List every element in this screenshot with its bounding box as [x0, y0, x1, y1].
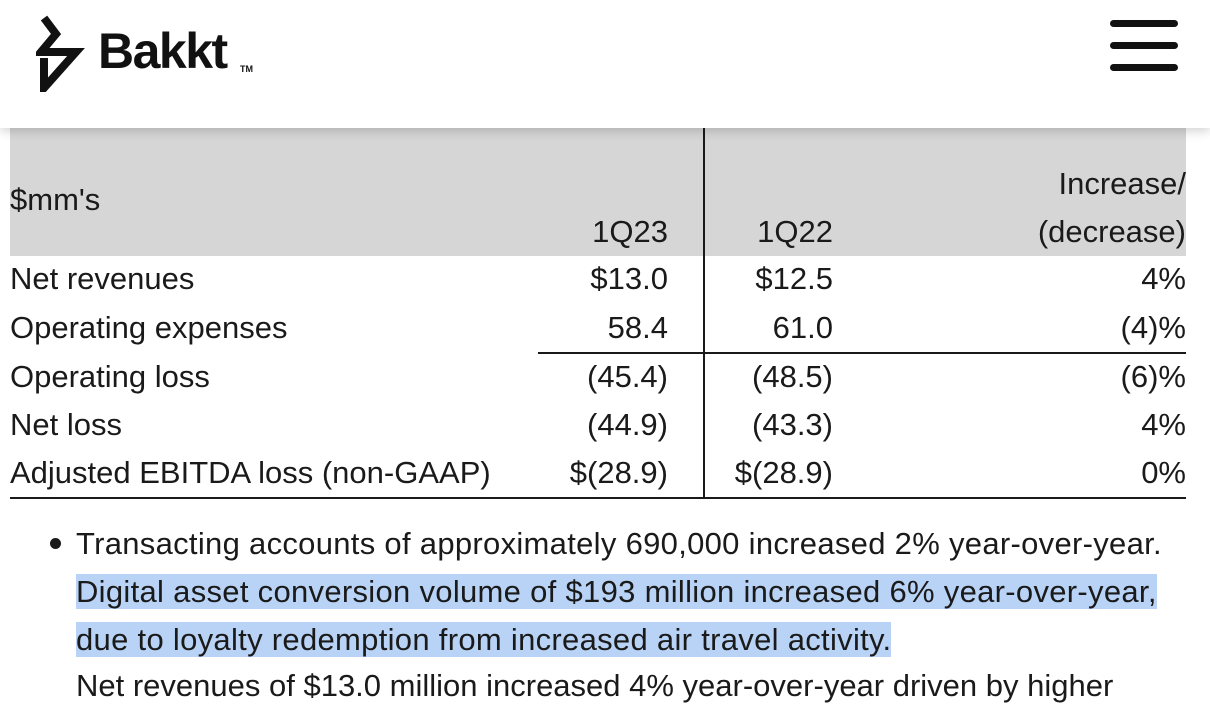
cell-1q22: $(28.9) [734, 455, 833, 490]
col-header-1q23: 1Q23 [592, 214, 668, 249]
bullet-text-plain: Transacting accounts of approximately 690,000 increased 2% year-over-year. [76, 526, 1162, 561]
brand-name[interactable]: Bakkt [98, 23, 227, 79]
cell-change: (4)% [1120, 310, 1186, 345]
bullet-item-partial: Net revenues of $13.0 million increased 4% year-over-year driven by higher [76, 668, 1114, 703]
column-divider [703, 128, 705, 498]
menu-bar [1110, 42, 1178, 49]
financial-table [10, 128, 1186, 500]
site-header [0, 0, 1210, 128]
cell-change: 4% [1141, 407, 1186, 442]
cell-1q23: $13.0 [590, 261, 668, 296]
cell-change: 0% [1141, 455, 1186, 490]
cell-1q22: (48.5) [752, 359, 833, 394]
hamburger-menu-icon[interactable] [1108, 18, 1180, 74]
cell-1q22: $12.5 [755, 261, 833, 296]
bakkt-b-logo-icon[interactable] [36, 14, 88, 92]
cell-1q23: (44.9) [587, 407, 668, 442]
cell-change: 4% [1141, 261, 1186, 296]
row-label: Adjusted EBITDA loss (non-GAAP) [10, 455, 491, 490]
cell-1q23: $(28.9) [569, 455, 668, 490]
cell-1q22: (43.3) [752, 407, 833, 442]
menu-bar [1110, 64, 1178, 71]
row-label: Operating loss [10, 359, 210, 394]
col-header-change-line1: Increase/ [1058, 166, 1186, 201]
subtotal-rule [538, 352, 1186, 354]
col-header-change-line2: (decrease) [1037, 214, 1186, 249]
menu-bar [1110, 20, 1178, 27]
col-header-1q22: 1Q22 [757, 214, 833, 249]
row-label: Operating expenses [10, 310, 288, 345]
cell-1q22: 61.0 [772, 310, 833, 345]
trademark-mark: TM [240, 64, 253, 74]
table-bottom-rule [10, 497, 1186, 499]
cell-1q23: 58.4 [607, 310, 668, 345]
unit-label: $mm's [10, 182, 101, 217]
bullet-dot-icon [50, 538, 61, 549]
highlighted-selection[interactable]: Digital asset conversion volume of $193 million increased 6% year-over-year, due to loyalty redemption from increased air travel activity. [76, 574, 1157, 657]
bullet-item [76, 520, 1176, 664]
row-label: Net revenues [10, 261, 195, 296]
cell-change: (6)% [1120, 359, 1186, 394]
cell-1q23: (45.4) [587, 359, 668, 394]
row-label: Net loss [10, 407, 122, 442]
